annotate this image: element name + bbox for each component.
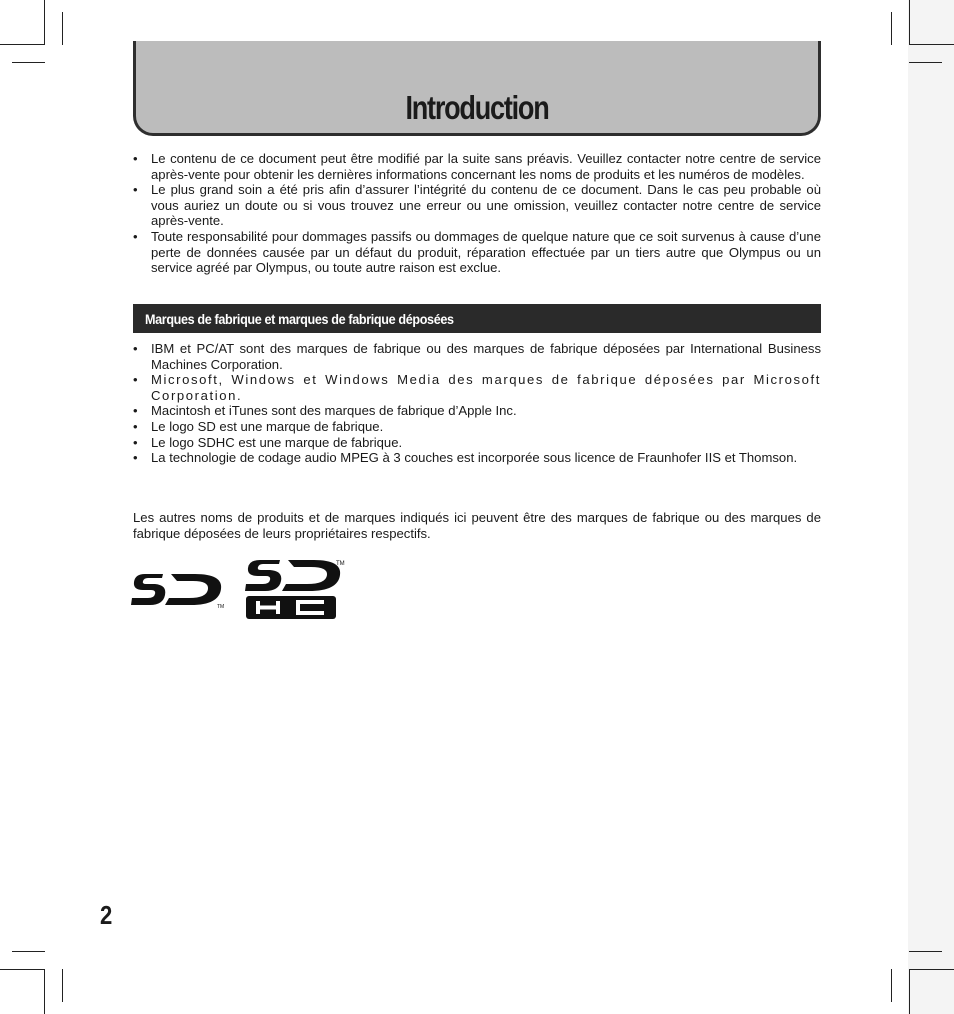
section-heading: Marques de fabrique et marques de fabrique déposées [145, 311, 454, 327]
list-item [133, 435, 821, 451]
crop-mark [891, 969, 892, 1002]
list-item-text: Le plus grand soin a été pris afin d’assurer l’intégrité du contenu de ce document. Dans le cas peu probable où vous auriez un doute ou si vous trouvez une erreur ou une omission, veuillez contacter notre centre de service après-vente. [151, 182, 821, 229]
list-item [133, 229, 821, 276]
list-item-text: Macintosh et iTunes sont des marques de fabrique d’Apple Inc. [151, 403, 517, 419]
list-item [133, 403, 821, 419]
bullet-marker: • [133, 403, 138, 419]
bullet-marker: • [133, 450, 138, 466]
crop-mark [0, 969, 45, 970]
sdhc-logo [244, 556, 349, 620]
crop-mark [891, 12, 892, 45]
bullet-marker: • [133, 151, 138, 166]
svg-text:TM: TM [217, 604, 225, 609]
list-item-text: Le logo SD est une marque de fabrique. [151, 418, 384, 434]
bullet-marker: • [133, 434, 138, 450]
page-title: Introduction [405, 89, 549, 126]
crop-mark [909, 951, 942, 952]
crop-mark [909, 44, 954, 45]
list-item-text: IBM et PC/AT sont des marques de fabrique ou des marques de fabrique déposées par International Business Machines Corporation. [151, 341, 821, 372]
list-item [133, 341, 821, 372]
crop-mark [44, 0, 45, 45]
crop-mark [62, 969, 63, 1002]
bullet-marker: • [133, 418, 138, 434]
list-item-text: La technologie de codage audio MPEG à 3 couches est incorporée sous licence de Fraunhofer IIS et Thomson. [151, 450, 798, 466]
bullet-marker: • [133, 228, 138, 244]
crop-mark [62, 12, 63, 45]
list-item [133, 419, 821, 435]
crop-mark [12, 951, 45, 952]
bullet-marker: • [133, 182, 138, 198]
crop-mark [909, 62, 942, 63]
list-item [133, 151, 821, 182]
list-item-text: Le contenu de ce document peut être modifié par la suite sans préavis. Veuillez contacter notre centre de service après-vente pour obtenir les dernières informations concernant les noms de produits et les numéros de modèles. [151, 151, 821, 182]
page-title-box [133, 41, 821, 136]
list-item [133, 372, 821, 403]
page-edge-strip [908, 0, 954, 1014]
bullet-marker: • [133, 341, 138, 356]
bullet-marker: • [133, 372, 140, 388]
sd-logo [131, 571, 227, 609]
trademark-bullet-list [133, 341, 821, 466]
list-item [133, 182, 821, 229]
crop-mark [0, 44, 45, 45]
section-heading-bar [133, 304, 821, 333]
intro-bullet-list [133, 151, 821, 276]
crop-mark [44, 969, 45, 1014]
crop-mark [909, 969, 954, 970]
list-item-text: Le logo SDHC est une marque de fabrique. [151, 434, 403, 450]
crop-mark [909, 969, 910, 1014]
list-item-text: Microsoft, Windows et Windows Media des marques de fabrique déposées par Microsoft Corporation. [151, 372, 821, 403]
page-number: 2 [100, 900, 113, 930]
list-item [133, 450, 821, 466]
crop-mark [12, 62, 45, 63]
list-item-text: Toute responsabilité pour dommages passifs ou dommages de quelque nature que ce soit survenus à cause d’une perte de données causée par un défaut du produit, réparation effectuée par un tiers autre que Olympus ou un service agréé par Olympus, ou toute autre raison est exclue. [151, 228, 821, 276]
crop-mark [909, 0, 910, 45]
closing-note: Les autres noms de produits et de marques indiqués ici peuvent être des marques de fabrique ou des marques de fabrique déposées de leurs propriétaires respectifs. [133, 510, 821, 541]
svg-text:TM: TM [336, 561, 345, 567]
